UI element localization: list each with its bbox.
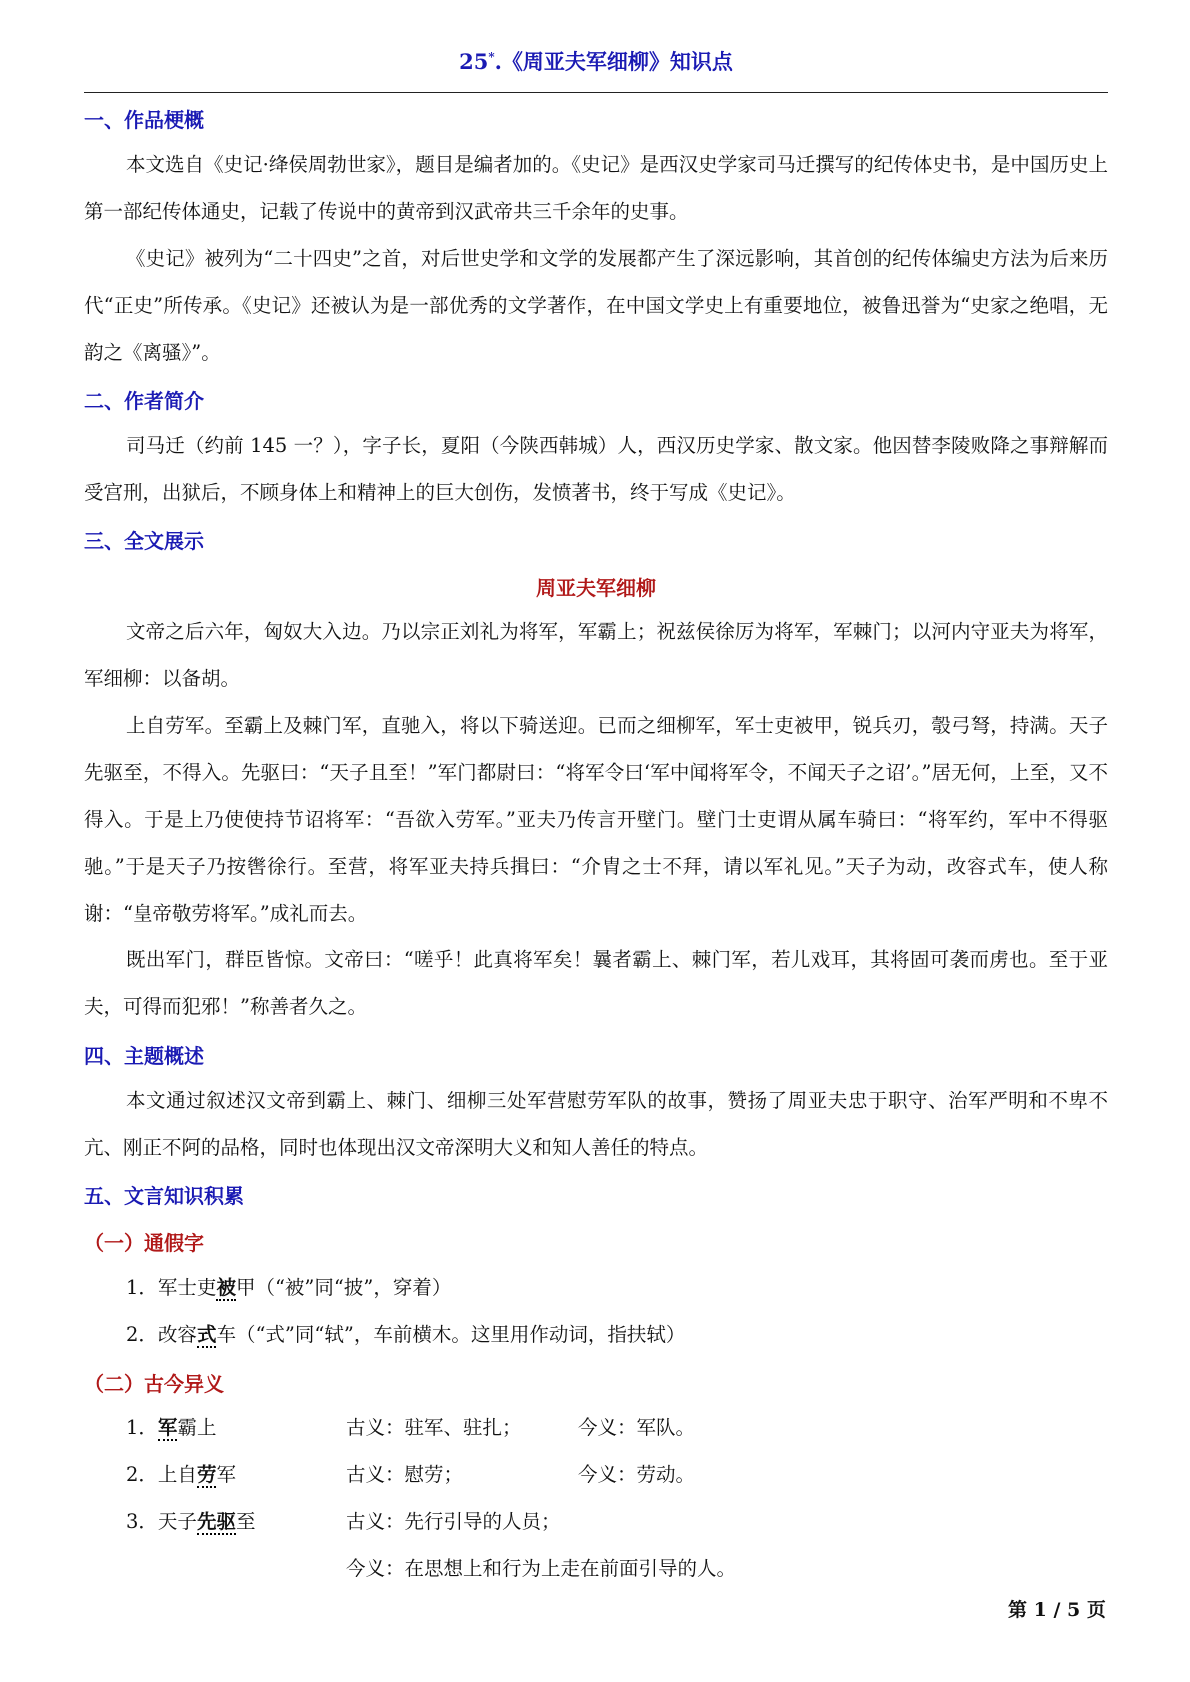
item-number: 1． bbox=[126, 1416, 158, 1439]
item-number: 1． bbox=[126, 1276, 158, 1299]
list-item bbox=[126, 1412, 216, 1440]
key-character: 式 bbox=[196, 1323, 217, 1346]
title-asterisk: * bbox=[488, 50, 495, 64]
key-character: 劳 bbox=[196, 1463, 217, 1486]
author-paragraph: 司马迁（约前 145 一？），字子长，夏阳（今陕西韩城）人，西汉历史学家、散文家。他因替李陵败降之事辩解而受宫刑，出狱后，不顾身体上和精神上的巨大创伤，发愤著书，终于写成《史记》。 bbox=[84, 434, 1108, 504]
modern-meaning: 今义：军队。 bbox=[578, 1416, 696, 1439]
list-item bbox=[126, 1272, 451, 1300]
fulltext-paragraph-2: 上自劳军。至霸上及棘门军，直驰入，将以下骑送迎。已而之细柳军，军士吏被甲，锐兵刃，彀弓弩，持满。天子先驱至，不得入。先驱曰：“天子且至！”军门都尉曰：“将军令曰‘军中闻将军令，不闻天子之诏’。”居无何，上至，又不得入。于是上乃使使持节诏将军：“吾欲入劳军。”亚夫乃传言开壁门。壁门士吏谓从属车骑曰：“将军约，军中不得驱驰。”于是天子乃按辔徐行。至营，将军亚夫持兵揖曰：“介胄之士不拜，请以军礼见。”天子为动，改容式车，使人称谢：“皇帝敬劳将军。”成礼而去。 bbox=[84, 714, 1108, 925]
text-title: 周亚夫军细柳 bbox=[536, 576, 656, 600]
item-text: 至 bbox=[235, 1510, 256, 1533]
item-number: 2． bbox=[126, 1463, 158, 1486]
title-rule bbox=[84, 92, 1108, 93]
list-item bbox=[126, 1506, 255, 1534]
subheading-ancient-modern-meaning: （二）古今异义 bbox=[84, 1372, 224, 1396]
section-heading-author: 二、作者简介 bbox=[84, 389, 204, 413]
modern-meaning: 今义：劳动。 bbox=[578, 1463, 696, 1486]
item-text: 天子 bbox=[157, 1510, 197, 1533]
title-number: 25 bbox=[459, 49, 489, 74]
page-number: 第 1 / 5 页 bbox=[1008, 1599, 1106, 1621]
list-item bbox=[126, 1459, 236, 1487]
item-text: 上自 bbox=[157, 1463, 197, 1486]
list-item bbox=[126, 1319, 685, 1347]
item-text: 霸上 bbox=[177, 1416, 217, 1439]
item-text: 军 bbox=[216, 1463, 236, 1486]
key-character: 先驱 bbox=[196, 1510, 236, 1533]
fulltext-paragraph-3: 既出军门，群臣皆惊。文帝曰：“嗟乎！此真将军矣！曩者霸上、棘门军，若儿戏耳，其将固可袭而虏也。至于亚夫，可得而犯邪！”称善者久之。 bbox=[84, 948, 1108, 1018]
item-number: 3． bbox=[126, 1510, 158, 1533]
item-text: 改容 bbox=[157, 1323, 197, 1346]
ancient-meaning: 古义：先行引导的人员； bbox=[346, 1510, 561, 1533]
section-heading-knowledge: 五、文言知识积累 bbox=[84, 1184, 244, 1208]
modern-meaning: 今义：在思想上和行为上走在前面引导的人。 bbox=[346, 1557, 737, 1580]
summary-paragraph-1: 本文选自《史记·绛侯周勃世家》，题目是编者加的。《史记》是西汉史学家司马迁撰写的纪传体史书，是中国历史上第一部纪传体通史，记载了传说中的黄帝到汉武帝共三千余年的史事。 bbox=[84, 153, 1108, 223]
ancient-meaning: 古义：慰劳； bbox=[346, 1463, 464, 1486]
item-number: 2． bbox=[126, 1323, 158, 1346]
key-character: 军 bbox=[157, 1416, 178, 1439]
title-text: .《周亚夫军细柳》知识点 bbox=[494, 49, 733, 74]
summary-paragraph-2: 《史记》被列为“二十四史”之首，对后世史学和文学的发展都产生了深远影响，其首创的纪传体编史方法为后来历代“正史”所传承。《史记》还被认为是一部优秀的文学著作，在中国文学史上有重要地位，被鲁迅誉为“史家之绝唱，无韵之《离骚》”。 bbox=[84, 247, 1108, 364]
section-heading-fulltext: 三、全文展示 bbox=[84, 529, 204, 553]
section-heading-summary: 一、作品梗概 bbox=[84, 108, 204, 132]
item-explanation: 甲（“被”同“披”，穿着） bbox=[235, 1276, 452, 1299]
key-character: 被 bbox=[216, 1276, 236, 1299]
item-text: 军士吏 bbox=[157, 1276, 217, 1299]
section-heading-theme: 四、主题概述 bbox=[84, 1044, 204, 1068]
theme-paragraph: 本文通过叙述汉文帝到霸上、棘门、细柳三处军营慰劳军队的故事，赞扬了周亚夫忠于职守、治军严明和不卑不亢、刚正不阿的品格，同时也体现出汉文帝深明大义和知人善任的特点。 bbox=[84, 1089, 1108, 1159]
subheading-interchangeable-chars: （一）通假字 bbox=[84, 1231, 204, 1255]
document-title bbox=[84, 46, 1108, 76]
ancient-meaning: 古义：驻军、驻扎； bbox=[346, 1416, 522, 1439]
item-explanation: 车（“式”同“轼”，车前横木。这里用作动词，指扶轼） bbox=[216, 1323, 686, 1346]
fulltext-paragraph-1: 文帝之后六年，匈奴大入边。乃以宗正刘礼为将军，军霸上；祝兹侯徐厉为将军，军棘门；以河内守亚夫为将军，军细柳：以备胡。 bbox=[84, 620, 1108, 690]
